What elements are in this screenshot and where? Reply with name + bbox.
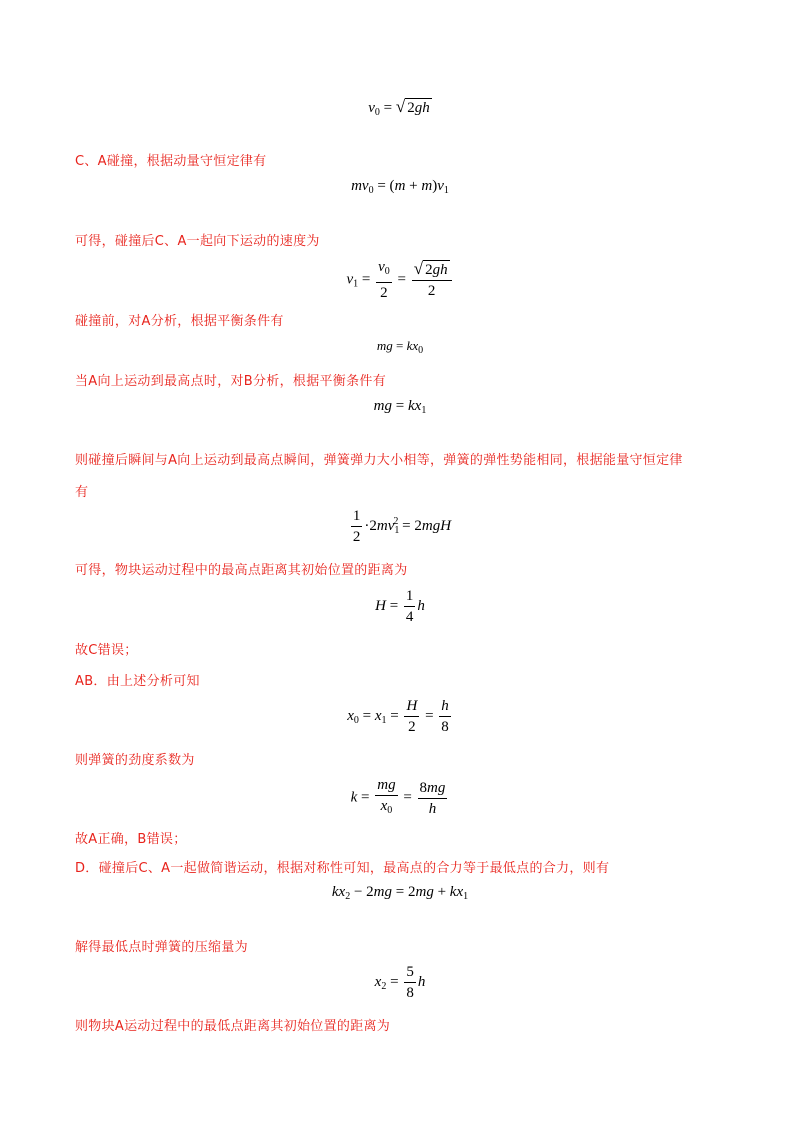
equation-spring-constant: k = $\frac{mg}{x_0}$ = $\frac{8mg}{h}$ <box>350 777 446 817</box>
text-line: 故A正确，B错误； <box>75 832 187 847</box>
text-line: 解得最低点时弹簧的压缩量为 <box>75 940 248 955</box>
text-line: 故C错误； <box>75 643 138 658</box>
equation-common-velocity: $v_1$ = $\frac{v_0}{2}$ = √ 2gh 2 <box>0 258 800 302</box>
equation-momentum-conservation: $mv_0 = (m + m)v_1$ <box>351 178 449 196</box>
text-line: 可得，碰撞后C、A一起向下运动的速度为 <box>75 234 320 249</box>
equation-compression-relation: $x_0 = x_1$ = $\frac{H}{2}$ = $\frac{h}{8}$ <box>347 698 449 735</box>
equation-min-compression: $x_2$ = $\frac{5}{8}$ h <box>374 964 426 1001</box>
text-line: 碰撞前，对A分析，根据平衡条件有 <box>75 314 284 329</box>
text-line: 则物块A运动过程中的最低点距离其初始位置的距离为 <box>75 1019 391 1034</box>
equation-force-symmetry: $kx_2 - 2mg = 2mg + kx_1$ <box>331 884 469 902</box>
equation-initial-velocity: $v_0$ = √ 2gh <box>368 97 430 118</box>
text-line: 则弹簧的劲度系数为 <box>75 753 195 768</box>
equation-balance-b: mg = $kx_1$ <box>373 398 427 416</box>
text-line: 有 <box>75 485 89 500</box>
equation-balance-a: mg = $kx_0$ <box>376 338 424 356</box>
equation-max-height: H = $\frac{1}{4}$ h <box>375 588 425 625</box>
text-line: AB．由上述分析可知 <box>75 674 200 689</box>
text-line: 可得，物块运动过程中的最高点距离其初始位置的距离为 <box>75 563 408 578</box>
text-line: 则碰撞后瞬间与A向上运动到最高点瞬间，弹簧弹力大小相等，弹簧的弹性势能相同，根据能量守恒定律 <box>75 453 683 468</box>
text-line: D．碰撞后C、A一起做简谐运动，根据对称性可知，最高点的合力等于最低点的合力，则有 <box>75 861 610 876</box>
text-line: 当A向上运动到最高点时，对B分析，根据平衡条件有 <box>75 374 387 389</box>
equation-energy-conservation: $\frac{1}{2}$ $\cdot 2mv_1^2 = 2mgH$ <box>352 508 452 545</box>
text-line: C、A碰撞，根据动量守恒定律有 <box>75 154 267 169</box>
